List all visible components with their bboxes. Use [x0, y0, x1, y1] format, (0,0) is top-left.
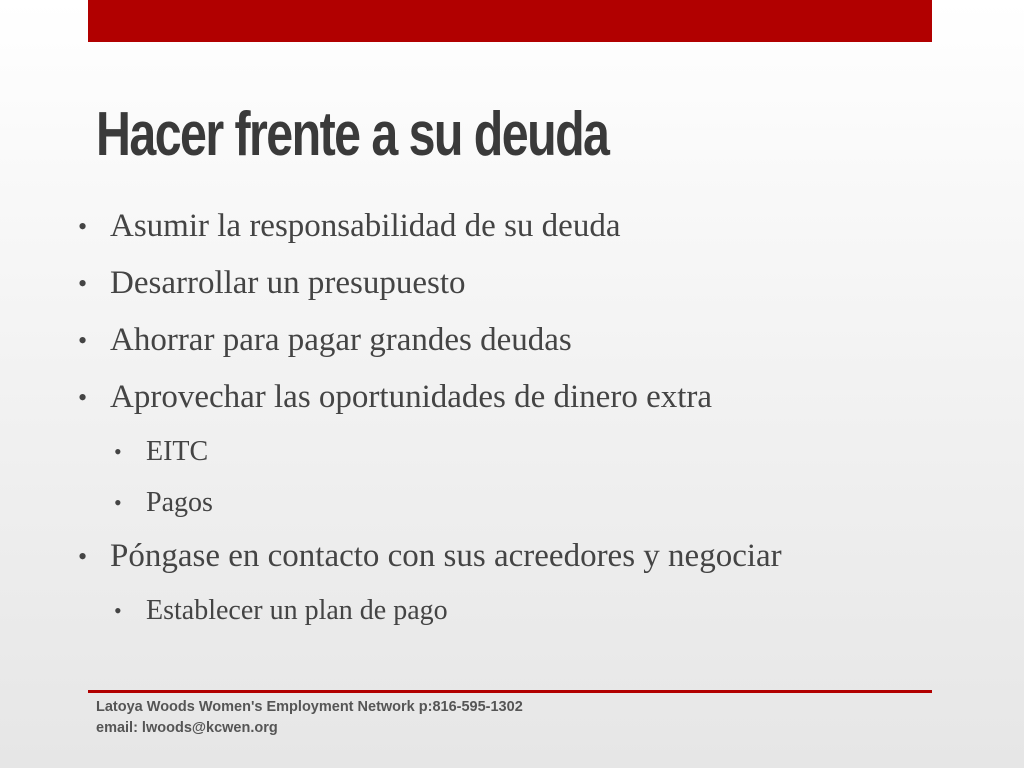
- bullet-text: Aprovechar las oportunidades de dinero extra: [110, 379, 713, 415]
- bullet-dot: •: [78, 326, 88, 355]
- footer: [96, 697, 916, 739]
- footer-divider: [88, 690, 932, 693]
- bullet-dot: •: [78, 269, 88, 298]
- bullet-item: [76, 312, 976, 369]
- top-accent-bar: [88, 0, 932, 42]
- bullet-text: Pagos: [146, 487, 213, 518]
- bullet-dot: •: [78, 383, 88, 412]
- bullet-item: [76, 369, 976, 426]
- bullet-text: Desarrollar un presupuesto: [110, 265, 466, 301]
- bullet-text: Ahorrar para pagar grandes deudas: [110, 322, 572, 358]
- sub-bullet-item: [76, 477, 976, 528]
- sub-bullet-item: [76, 585, 976, 636]
- slide-title: Hacer frente a su deuda: [96, 100, 609, 169]
- bullet-dot: •: [114, 439, 122, 464]
- bullet-list: [76, 198, 976, 636]
- bullet-item: [76, 528, 976, 585]
- bullet-dot: •: [78, 212, 88, 241]
- footer-contact: Latoya Woods Women's Employment Network p:816-595-1302: [96, 699, 523, 715]
- bullet-dot: •: [114, 598, 122, 623]
- bullet-dot: •: [78, 542, 88, 571]
- bullet-item: [76, 255, 976, 312]
- sub-bullet-item: [76, 426, 976, 477]
- bullet-item: [76, 198, 976, 255]
- bullet-text: Establecer un plan de pago: [146, 595, 448, 626]
- bullet-dot: •: [114, 490, 122, 515]
- bullet-text: Póngase en contacto con sus acreedores y negociar: [110, 538, 782, 574]
- bullet-text: EITC: [146, 436, 209, 467]
- bullet-text: Asumir la responsabilidad de su deuda: [110, 208, 621, 244]
- footer-email: email: lwoods@kcwen.org: [96, 720, 278, 736]
